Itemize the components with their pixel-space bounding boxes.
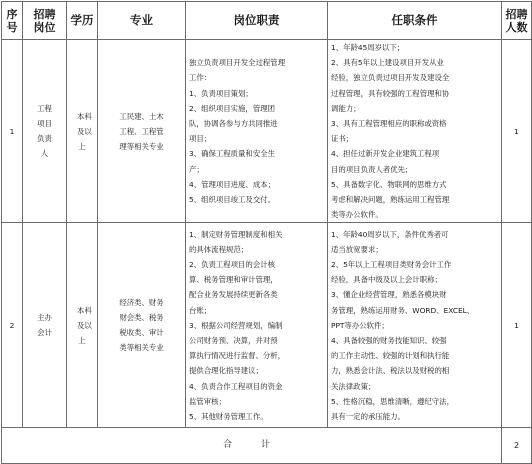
cell-line: 理等相关专业 bbox=[119, 141, 164, 151]
cell-line: 1、制定财务管理制度和相关 bbox=[189, 229, 283, 239]
cell-line: 3、具有工程管理相应的职称或资格 bbox=[331, 119, 447, 129]
cell-line: 调能力； bbox=[331, 103, 361, 113]
cell-line: 台账； bbox=[189, 305, 212, 315]
cell-line: 主办 bbox=[37, 313, 52, 323]
cell-line: 及以 bbox=[77, 126, 92, 136]
cell-line: 5、其他财务管理工作。 bbox=[189, 412, 268, 422]
cell-line: PPT等办公软件； bbox=[331, 320, 389, 330]
cell-line: 类等办公软件。 bbox=[331, 210, 383, 220]
cell-line: 过程管理，具有较强的工程管理和协 bbox=[331, 88, 450, 98]
cell-line: 考虑和解决问题，熟练运用工程管理 bbox=[331, 195, 450, 205]
cell-line: 税收类、审计 bbox=[119, 328, 164, 338]
header-requirements: 任职条件 bbox=[328, 2, 502, 40]
cell-line: 适当放宽要求； bbox=[331, 244, 383, 254]
cell-line: 工程 bbox=[37, 104, 52, 114]
cell-line: 目的项目负责人者优先； bbox=[331, 164, 413, 174]
cell-line: 3、根据公司经营规划，编制 bbox=[189, 320, 283, 330]
cell-line: 4、具备较强的财务技能知识、较强 bbox=[331, 336, 447, 346]
row-requirements bbox=[328, 223, 502, 428]
cell-line: 2、具有5年以上建设项目开发从业 bbox=[331, 58, 444, 68]
cell-line: 1、年龄45周岁以下； bbox=[331, 43, 405, 52]
cell-line: 上 bbox=[78, 335, 86, 345]
cell-line: 项目； bbox=[189, 134, 212, 144]
row-seq: 1 bbox=[2, 40, 23, 223]
cell-line: 证书； bbox=[331, 134, 354, 144]
total-value: 2 bbox=[502, 428, 532, 464]
cell-line: 经验，独立负责过项目开发及建设全 bbox=[331, 73, 450, 83]
cell-line: 4、担任过新开发企业建筑工程项 bbox=[331, 149, 440, 159]
row-duties bbox=[186, 40, 328, 223]
cell-line: 1、负责项目策划； bbox=[189, 88, 253, 98]
header-count: 招聘 人数 bbox=[502, 2, 532, 40]
cell-line: 的具体流程规范； bbox=[189, 244, 249, 254]
cell-line: 人 bbox=[40, 149, 49, 159]
cell-line: 具有一定的承压能力。 bbox=[331, 412, 405, 422]
cell-line: 5、性格沉稳，思维清晰，遵纪守法， bbox=[331, 396, 454, 406]
cell-line: 本科 bbox=[77, 111, 92, 121]
cell-line: 配合业务发展持续更新各类 bbox=[189, 290, 278, 300]
cell-line: 务管理，熟练运用财务、WORD、EXCEL、 bbox=[331, 305, 475, 315]
cell-line: 5、组织项目竣工及交付。 bbox=[189, 195, 276, 205]
row-position bbox=[23, 223, 67, 428]
cell-line: 监管审核； bbox=[189, 396, 226, 406]
header-education: 学历 bbox=[67, 2, 98, 40]
cell-line: 的工作主动性、较强的计划和执行能 bbox=[331, 351, 450, 361]
header-duties: 岗位职责 bbox=[186, 2, 328, 40]
cell-line: 4、管理项目进度、成本； bbox=[189, 179, 276, 189]
row-major bbox=[98, 223, 186, 428]
cell-line: 工民建、土木 bbox=[119, 111, 164, 121]
total-label: 合 计 bbox=[2, 428, 502, 464]
cell-line: 及以 bbox=[77, 320, 92, 330]
cell-line: 4、负责合作工程项目的资金 bbox=[189, 381, 283, 391]
cell-line: 经验，具备中级及以上会计职称； bbox=[331, 275, 442, 285]
header-row bbox=[2, 2, 532, 40]
recruitment-table bbox=[1, 1, 532, 464]
header-seq: 序 号 bbox=[2, 2, 23, 40]
row-duties bbox=[186, 223, 328, 428]
cell-line: 关法律政策； bbox=[331, 381, 376, 391]
cell-line: 工程、工程管 bbox=[119, 126, 164, 136]
cell-line: 2、组织项目实施，管理团 bbox=[189, 103, 276, 113]
total-row bbox=[2, 428, 532, 464]
cell-line: 独立负责项目开发全过程管理 bbox=[189, 58, 286, 68]
cell-line: 力，熟悉会计法、税法以及财税的相 bbox=[331, 366, 450, 376]
row-count: 1 bbox=[502, 40, 532, 223]
cell-line: 3、确保工程质量和安全生 bbox=[189, 149, 276, 159]
cell-line: 会计 bbox=[37, 328, 52, 338]
cell-line: 算、税务管理和审计管理， bbox=[189, 275, 278, 285]
cell-line: 公司财务预、决算，并对预 bbox=[189, 336, 278, 346]
table-row bbox=[2, 223, 532, 428]
cell-line: 3、懂企业经营管理，熟悉各模块财 bbox=[331, 290, 447, 300]
row-count: 1 bbox=[502, 223, 532, 428]
cell-line: 工作： bbox=[189, 73, 212, 83]
cell-line: 产； bbox=[189, 164, 204, 174]
table-row bbox=[2, 40, 532, 223]
cell-line: 上 bbox=[78, 141, 86, 151]
row-education bbox=[67, 223, 98, 428]
cell-line: 队，协调各参与方共同推进 bbox=[189, 119, 278, 129]
cell-line: 负责 bbox=[37, 134, 52, 144]
cell-line: 算执行情况进行监督、分析， bbox=[189, 351, 286, 361]
row-major bbox=[98, 40, 186, 223]
cell-line: 财会类、税务 bbox=[119, 313, 164, 323]
cell-line: 本科 bbox=[77, 305, 92, 315]
cell-line: 经济类、财务 bbox=[119, 298, 164, 308]
row-position bbox=[23, 40, 67, 223]
header-position: 招聘 岗位 bbox=[23, 2, 67, 40]
row-education bbox=[67, 40, 98, 223]
cell-line: 2、负责工程项目的会计核 bbox=[189, 260, 276, 270]
cell-line: 2、5年以上工程项目类财务会计工作 bbox=[331, 260, 452, 270]
header-major: 专业 bbox=[98, 2, 186, 40]
cell-line: 提供合理化指导建议； bbox=[189, 366, 263, 376]
cell-line: 类等相关专业 bbox=[119, 343, 164, 353]
cell-line: 项目 bbox=[37, 119, 52, 129]
cell-line: 1、年龄40周岁以下，条件优秀者可 bbox=[331, 229, 449, 239]
row-requirements bbox=[328, 40, 502, 223]
row-seq: 2 bbox=[2, 223, 23, 428]
cell-line: 5、具备数字化、物联网的思维方式 bbox=[331, 179, 447, 189]
